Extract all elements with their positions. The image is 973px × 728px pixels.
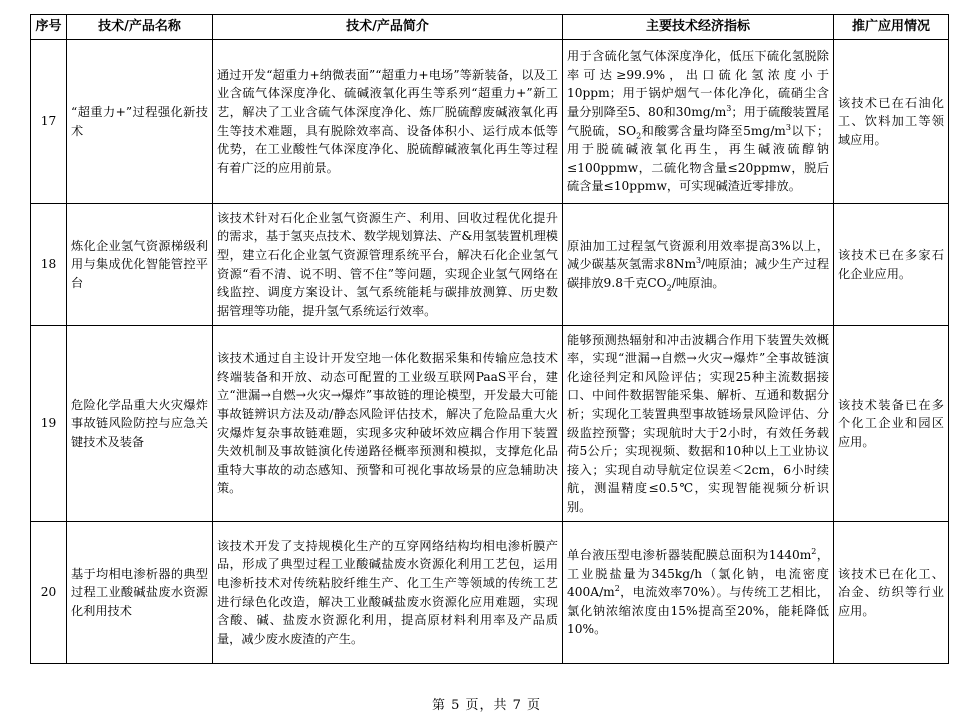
indicator-text: /吨原油。	[671, 275, 725, 290]
superscript: 2	[811, 546, 817, 556]
application-status: 该技术已在石油化工、饮料加工等领域应用。	[834, 40, 949, 204]
row-number: 17	[31, 40, 67, 204]
indicator-text: 以下；用于脱硫碱液氧化再生，再生碱液硫醇钠≤100ppmw，二硫化物含量≤20ppmw，脱后硫含量≤10ppmw，可实现碱渣近零排放。	[567, 123, 830, 194]
header-indicators: 主要技术经济指标	[563, 15, 834, 40]
superscript: 2	[614, 584, 620, 594]
technology-name: 炼化企业氢气资源梯级利用与集成优化智能管控平台	[67, 204, 213, 326]
table-row	[31, 326, 949, 522]
technology-name: 危险化学品重大火灾爆炸事故链风险防控与应急关键技术及装备	[67, 326, 213, 522]
superscript: 3	[785, 122, 791, 132]
technology-intro: 该技术开发了支持规模化生产的互穿网络结构均相电渗析膜产品，形成了典型过程工业酸碱盐废水资源化利用工艺包，运用电渗析技术对传统粘胶纤维生产、化工生产等领域的传统工艺进行绿色化改造，解决工业酸碱盐废水资源化应用难题，实现含酸、碱、盐废水资源化利用，提高原材料利用率及产品质量，减少废水废渣的产生。	[213, 522, 563, 664]
indicator-text: /吨原油；减少生产过程碳排放9.8千克CO	[567, 257, 830, 290]
subscript: 2	[636, 130, 642, 140]
table-row	[31, 40, 949, 204]
indicator-text: ，电流效率70%）。与传统工艺相比，氯化钠浓缩浓度由15%提高至20%，能耗降低10%。	[567, 585, 829, 637]
indicator-text: 用于含硫化氢气体深度净化，低压下硫化氢脱除率可达≥99.9%，出口硫化氢浓度小于10ppm；用于锅炉烟气一体化净化，硫硝尘含量分别降至5、80和30mg/m	[567, 49, 829, 119]
indicator-text: 和酸雾含量均降至5mg/m	[641, 123, 786, 138]
technology-name: 基于均相电渗析器的典型过程工业酸碱盐废水资源化利用技术	[67, 522, 213, 664]
table-row	[31, 204, 949, 326]
indicator-text: ，工业脱盐量为345kg/h（氯化钠，电流密度400A/m	[567, 548, 829, 600]
header-intro: 技术/产品简介	[213, 15, 563, 40]
superscript: 3	[726, 103, 732, 113]
application-status: 该技术已在多家石化企业应用。	[834, 204, 949, 326]
table-row	[31, 522, 949, 664]
technology-intro: 该技术针对石化企业氢气资源生产、利用、回收过程优化提升的需求，基于氢夹点技术、数学规划算法、产&用氢装置机理模型，建立石化企业氢气资源管理系统平台，解决石化企业氢气资源“看不清、说不明、管不住”等问题，实现企业氢气网络在线监控、调度方案设计、氢气系统能耗与碳排放测算、历史数据管理等功能，提升氢气系统运行效率。	[213, 204, 563, 326]
indicator-text: 单台液压型电渗析器装配膜总面积为1440m	[567, 548, 812, 563]
technology-table	[30, 14, 949, 664]
header-name: 技术/产品名称	[67, 15, 213, 40]
header-no: 序号	[31, 15, 67, 40]
subscript: 2	[666, 283, 672, 293]
technical-indicators	[563, 40, 834, 204]
technology-intro: 该技术通过自主设计开发空地一体化数据采集和传输应急技术终端装备和开放、动态可配置的工业级互联网PaaS平台，建立“泄漏→自燃→火灾→爆炸”事故链的理论模型，开发最大可能事故链辨识方法及动/静态风险评估技术，解决了危险品重大火灾爆炸复杂事故链难题，实现多灾种破坏效应耦合作用下装置失效机制及事故链演化传递路径概率预测和模拟，支撑危化品重特大事故的动态感知、预警和可视化事故场景的应急辅助决策。	[213, 326, 563, 522]
technical-indicators	[563, 522, 834, 664]
header-application: 推广应用情况	[834, 15, 949, 40]
superscript: 3	[696, 256, 702, 266]
indicator-text: 原油加工过程氢气资源利用效率提高3%以上，减少碳基灰氢需求8Nm	[567, 238, 829, 272]
application-status: 该技术装备已在多个化工企业和园区应用。	[834, 326, 949, 522]
technical-indicators: 能够预测热辐射和冲击波耦合作用下装置失效概率，实现“泄漏→自燃→火灾→爆炸”全事故链演化途径判定和风险评估；实现25种主流数据接口、中间件数据智能采集、解析、互通和数据分析；实现化工装置典型事故链场景风险评估、分级监控预警；实现航时大于2小时，有效任务载荷5公斤；实现视频、数据和10种以上工业协议接入；实现自动导航定位误差＜2cm，6小时续航，测温精度≤0.5℃，实现智能视频分析识别。	[563, 326, 834, 522]
row-number: 20	[31, 522, 67, 664]
technical-indicators	[563, 204, 834, 326]
table-header-row	[31, 15, 949, 40]
row-number: 19	[31, 326, 67, 522]
technology-name: “超重力+”过程强化新技术	[67, 40, 213, 204]
page-footer: 第 5 页，共 7 页	[431, 698, 542, 713]
row-number: 18	[31, 204, 67, 326]
application-status: 该技术已在化工、冶金、纺织等行业应用。	[834, 522, 949, 664]
technology-intro: 通过开发“超重力+纳微表面”“超重力+电场”等新装备，以及工业含硫气体深度净化、硫碱液氧化再生等系列“超重力+”新工艺，解决了工业含硫气体深度净化、炼厂脱硫醇废碱液氧化再生等技术难题，具有脱除效率高、设备体积小、运行成本低等优势，在工业酸性气体深度净化、脱硫醇碱液氧化再生等过程有着广泛的应用前景。	[213, 40, 563, 204]
indicator-text: ；用于硫酸装置尾气脱硫，SO	[567, 104, 830, 138]
